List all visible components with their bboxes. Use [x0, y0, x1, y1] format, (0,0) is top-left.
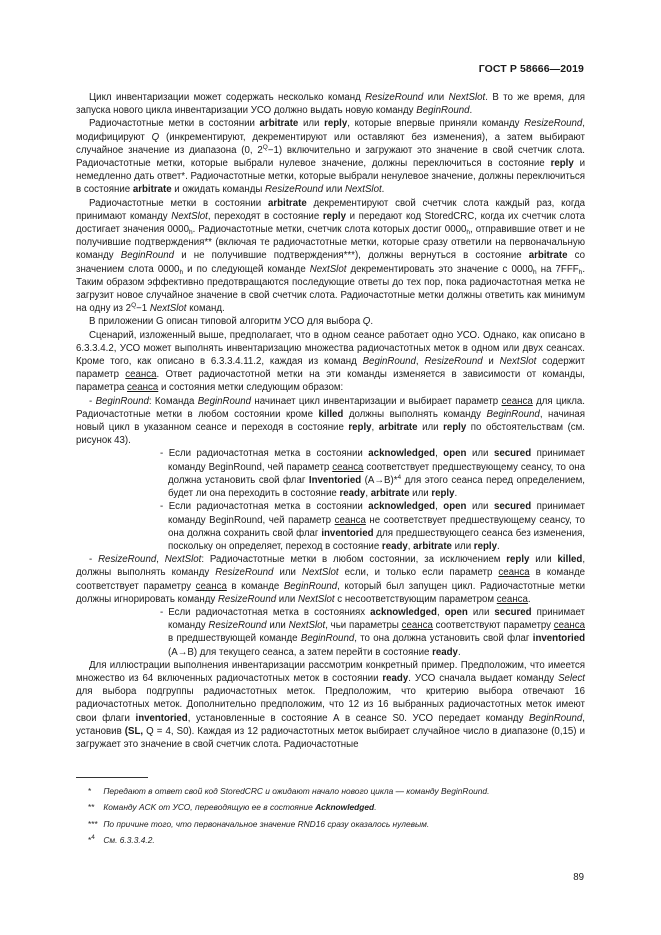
footnotes [88, 783, 585, 849]
footnote: * Передают в ответ свой код StoredCRC и ожидают начало нового цикла — команду BeginRound. [88, 783, 585, 799]
footnote-mark: *$^4$ [88, 834, 95, 846]
paragraph: Радиочастотные метки в состоянии arbitrate декрементируют свой счетчик слота каждый раз, когда принимают команду NextSlot, переходят в состояние reply и передают код StoredCRC, когда их счетчик слота достигает значения $0000_h$. Радиочастотные метки, счетчик слота которых достиг $0000_h$, отправившие ответ и не получившие подтверждения** (включая те радиочастотные метки, которые сразу ответили на первоначальную команду BeginRound и не получившие подтверждения***), должны вернуться в состояние arbitrate со значением слота $0000_h$ и по следующей команде NextSlot декрементировать это значение с $0000_h$ на $7FFF_h$. Таким образом эффективно предотвращаются последующие ответы до тех пор, пока радиочастотная метка не загрузит новое случайное значение в свой счетчик слота. Радиочастотные метки должны ответить как минимум на одну из $2^Q-1$ NextSlot команд. [76, 197, 586, 315]
paragraph: - BeginRound: Команда BeginRound начинает цикл инвентаризации и выбирает параметр сеанса для цикла. Радиочастотные метки в любом состоянии кроме killed должны выполнять команду BeginRound, начиная новый цикл в указанном сеансе и переходя в состояние reply, arbitrate или reply по обстоятельствам (см. рисунок 43). [76, 395, 585, 447]
footnote-mark: ** [88, 802, 95, 813]
main-text [76, 91, 585, 751]
paragraph: Радиочастотные метки в состоянии arbitrate или reply, которые впервые приняли команду ResizeRound, модифицируют Q (инкрементируют, декрементируют или оставляют без изменения), а затем выбирают случайное значение из диапазона (0, $2^Q-1$) включительно и загружают это значение в свой счетчик слота. Радиочастотные метки, которые выбрали нулевое значение, должны переключиться в состояние reply и немедленно дать ответ*. Радиочастотные метки, которые выбрали ненулевое значение, должны переключиться в состояние arbitrate и ожидать команды ResizeRound или NextSlot. [76, 118, 585, 196]
footnote-separator [76, 777, 148, 778]
paragraph: - ResizeRound, NextSlot: Радиочастотные метки в любом состоянии, за исключением reply или killed, должны выполнять команду ResizeRound или NextSlot если, и только если параметр сеанса в команде соответствует параметру сеанса в команде BeginRound, который был запущен цикл. Радиочастотные метки должны игнорировать команду ResizeRound или NextSlot с несоответствующим параметром сеанса. [76, 554, 586, 605]
footnote: *$^4$ См. 6.3.3.4.2. [88, 832, 585, 848]
paragraph: - Если радиочастотная метка в состояниях acknowledged, open или secured принимает команду ResizeRound или NextSlot, чьи параметры сеанса соответствуют параметру сеанса в предшествующей команде BeginRound, то она должна установить свой флаг inventoried (A→B) для текущего сеанса, а затем перейти в состояние ready. [160, 606, 585, 658]
paragraph: В приложении G описан типовой алгоритм УСО для выбора Q. [89, 316, 374, 328]
footnote: ** Команду ACK от УСО, переводящую ее в состояние Acknowledged. [88, 799, 585, 815]
paragraph: Цикл инвентаризации может содержать несколько команд ResizeRound или NextSlot. В то же время, для запуска нового цикла инвентаризации УСО должно выдать новую команду BeginRound. [76, 92, 586, 117]
paragraph: - Если радиочастотная метка в состоянии acknowledged, open или secured принимает команду BeginRound, чей параметр сеанса не соответствует предшествующему сеансу, то она должна сохранить свой флаг inventoried для предшествующего сеанса без изменения, поскольку он определяет, переход в состояние ready, arbitrate или reply. [160, 501, 586, 552]
standard-header: ГОСТ Р 58666—2019 [478, 63, 584, 75]
footnote-mark: *** [88, 818, 98, 829]
paragraph: Сценарий, изложенный выше, предполагает, что в одном сеансе работает одно УСО. Однако, как описано в 6.3.3.4.2, УСО может выполнять инвентаризацию множества радиочастотных меток в одном или двух сеансах. Кроме того, как описано в 6.3.3.4.11.2, каждая из команд BeginRound, ResizeRound и NextSlot содержит параметр сеанса. Ответ радиочастотной метки на эти команды изменяется в зависимости от команды, параметра сеанса и состояния метки следующим образом: [76, 329, 586, 394]
paragraph: - Если радиочастотная метка в состоянии acknowledged, open или secured принимает команду BeginRound, чей параметр сеанса соответствует предшествующему сеансу, то она должна установить свой флаг Inventoried (A→B)*$^4$ для этого сеанса перед определением, будет ли она переходить в состояние ready, arbitrate или reply. [160, 448, 585, 500]
footnote: *** По причине того, что первоначальное значение RND16 сразу оказалось нулевым. [88, 816, 585, 832]
footnote-mark: * [88, 786, 92, 796]
page-number: 89 [573, 872, 584, 883]
paragraph: Для иллюстрации выполнения инвентаризации рассмотрим конкретный пример. Предположим, что имеется множество из 64 включенных радиочастотных меток в состоянии ready. УСО сначала выдает команду Select для выбора подгруппы радиочастотных меток. Предположим, что критерию выбора отвечают 16 радиочастотных меток. Дополнительно предположим, что 12 из 16 выбранных радиочастотных меток имеют свои флаги inventoried, установленные в состояние А в сеансе S0. УСО передает команду BeginRound, установив (SL, Q = 4, S0). Каждая из 12 радиочастотных меток выбирает случайное число в диапазоне (0,15) и загружает это значение в свой счетчик слота. Радиочастотные [76, 659, 585, 750]
